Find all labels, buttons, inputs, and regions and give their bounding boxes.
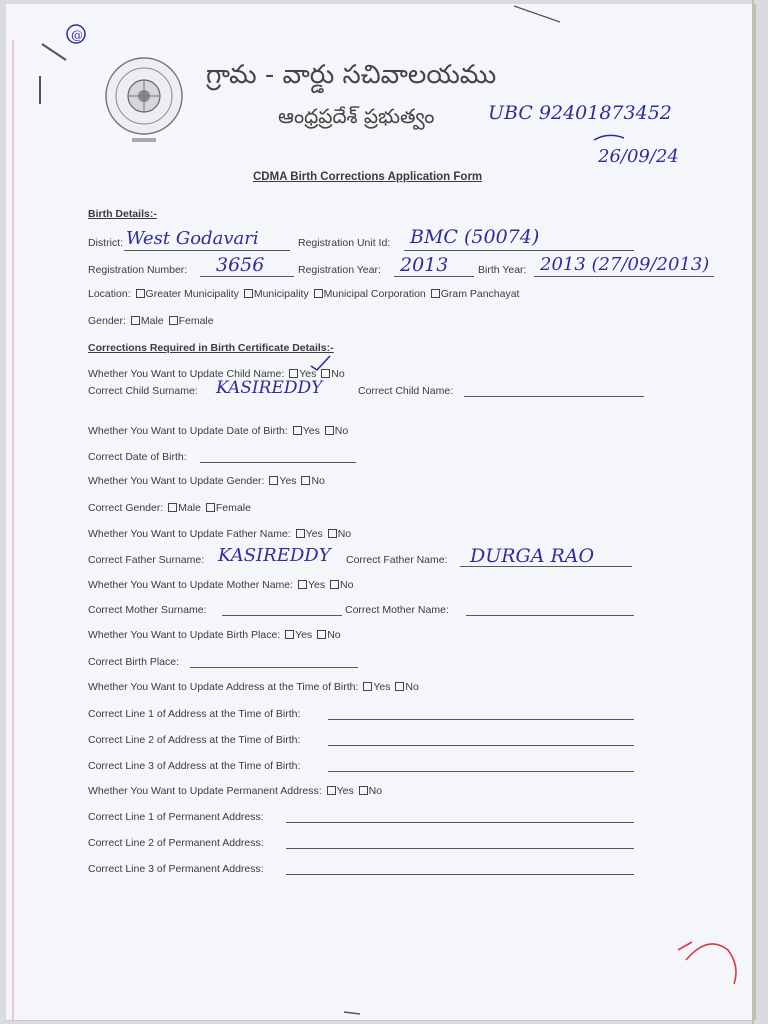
dob-field[interactable] <box>200 462 356 463</box>
birth-place-yes-checkbox[interactable] <box>285 630 294 639</box>
red-pen-mark-icon <box>668 930 748 994</box>
mother-no-checkbox[interactable] <box>330 580 339 589</box>
page-right-edge <box>752 0 754 1024</box>
father-surname-label: Correct Father Surname: <box>88 554 205 566</box>
gender-row: Gender: Male Female <box>88 315 214 327</box>
gender-update-no-checkbox[interactable] <box>301 476 310 485</box>
corrections-heading: Corrections Required in Birth Certificate Details:- <box>88 342 334 354</box>
mother-yes-checkbox[interactable] <box>298 580 307 589</box>
corner-scribble-icon <box>30 18 100 108</box>
birth-place-label: Correct Birth Place: <box>88 656 180 668</box>
gender-label: Gender: <box>88 315 126 327</box>
father-no-checkbox[interactable] <box>328 529 337 538</box>
child-surname-label: Correct Child Surname: <box>88 385 198 397</box>
location-municipal-corporation-checkbox[interactable] <box>314 289 323 298</box>
dob-no-checkbox[interactable] <box>325 426 334 435</box>
address-birth-no-checkbox[interactable] <box>395 682 404 691</box>
svg-text:@: @ <box>71 28 83 42</box>
registration-number-label: Registration Number: <box>88 264 188 276</box>
registration-year-label: Registration Year: <box>298 264 381 276</box>
question-permanent-address: Whether You Want to Update Permanent Address: Yes No <box>88 785 383 797</box>
telugu-title: గ్రామ - వార్డు సచివాలయము <box>206 60 497 90</box>
location-row: Location: Greater Municipality Municipality Municipal Corporation Gram Panchayat <box>88 288 520 300</box>
dob-label: Correct Date of Birth: <box>88 451 187 463</box>
location-municipality-checkbox[interactable] <box>244 289 253 298</box>
child-name-yes-checkbox[interactable] <box>289 369 298 378</box>
question-child-name: Whether You Want to Update Child Name: Yes No <box>88 368 345 380</box>
registration-unit-label: Registration Unit Id: <box>298 237 391 249</box>
mother-surname-field[interactable] <box>222 615 342 616</box>
bottom-mark-icon <box>340 1004 370 1018</box>
birth-details-heading: Birth Details:- <box>88 208 157 220</box>
child-surname-value[interactable]: KASIREDDY <box>216 378 323 398</box>
district-label: District: <box>88 237 123 249</box>
address-birth-line2-label: Correct Line 2 of Address at the Time of Birth: <box>88 734 301 746</box>
birth-place-no-checkbox[interactable] <box>317 630 326 639</box>
registration-unit-value[interactable]: BMC (50074) <box>410 226 540 248</box>
correct-gender-female-checkbox[interactable] <box>206 503 215 512</box>
address-birth-line1-label: Correct Line 1 of Address at the Time of Birth: <box>88 708 301 720</box>
question-mother-name: Whether You Want to Update Mother Name: Yes No <box>88 579 354 591</box>
mother-name-label: Correct Mother Name: <box>345 604 449 616</box>
permanent-line3-field[interactable] <box>286 874 634 875</box>
handwritten-reference: UBC 92401873452 <box>488 102 672 124</box>
permanent-line1-field[interactable] <box>286 822 634 823</box>
address-birth-line2-field[interactable] <box>328 745 634 746</box>
correct-gender-row: Correct Gender: Male Female <box>88 502 251 514</box>
dob-yes-checkbox[interactable] <box>293 426 302 435</box>
handwritten-date: 26/09/24 <box>598 146 679 167</box>
address-birth-yes-checkbox[interactable] <box>363 682 372 691</box>
mother-surname-label: Correct Mother Surname: <box>88 604 207 616</box>
location-label: Location: <box>88 288 131 300</box>
child-name-label: Correct Child Name: <box>358 385 454 397</box>
permanent-line2-label: Correct Line 2 of Permanent Address: <box>88 837 264 849</box>
telugu-subtitle: ఆంధ్రప్రదేశ్ ప్రభుత్వం <box>278 104 435 128</box>
district-value[interactable]: West Godavari <box>126 228 259 249</box>
location-gram-panchayat-checkbox[interactable] <box>431 289 440 298</box>
form-title: CDMA Birth Corrections Application Form <box>253 171 483 183</box>
correct-gender-male-checkbox[interactable] <box>168 503 177 512</box>
permanent-line2-field[interactable] <box>286 848 634 849</box>
father-name-value[interactable]: DURGA RAO <box>470 545 595 567</box>
gender-male-checkbox[interactable] <box>131 316 140 325</box>
birth-year-value[interactable]: 2013 (27/09/2013) <box>540 254 710 275</box>
registration-year-value[interactable]: 2013 <box>400 254 449 276</box>
birth-place-field[interactable] <box>190 667 358 668</box>
location-greater-municipality-checkbox[interactable] <box>136 289 145 298</box>
question-birth-place: Whether You Want to Update Birth Place: Yes No <box>88 629 341 641</box>
question-dob: Whether You Want to Update Date of Birth: Yes No <box>88 425 349 437</box>
top-scribble-icon <box>510 2 570 32</box>
government-seal-icon <box>104 56 184 146</box>
question-gender: Whether You Want to Update Gender: Yes No <box>88 475 325 487</box>
permanent-line3-label: Correct Line 3 of Permanent Address: <box>88 863 264 875</box>
father-surname-value[interactable]: KASIREDDY <box>218 545 331 566</box>
father-name-label: Correct Father Name: <box>346 554 448 566</box>
gender-update-yes-checkbox[interactable] <box>269 476 278 485</box>
birth-year-label: Birth Year: <box>478 264 527 276</box>
address-birth-line1-field[interactable] <box>328 719 634 720</box>
address-birth-line3-label: Correct Line 3 of Address at the Time of Birth: <box>88 760 301 772</box>
page-edge-mark <box>12 40 14 1020</box>
question-father-name: Whether You Want to Update Father Name: Yes No <box>88 528 352 540</box>
tick-mark-icon <box>308 352 334 372</box>
father-yes-checkbox[interactable] <box>296 529 305 538</box>
gender-female-checkbox[interactable] <box>169 316 178 325</box>
question-address-birth: Whether You Want to Update Address at the Time of Birth: Yes No <box>88 681 419 693</box>
child-name-field[interactable] <box>464 396 644 397</box>
permanent-line1-label: Correct Line 1 of Permanent Address: <box>88 811 264 823</box>
registration-number-value[interactable]: 3656 <box>216 254 265 276</box>
address-birth-line3-field[interactable] <box>328 771 634 772</box>
permanent-yes-checkbox[interactable] <box>327 786 336 795</box>
permanent-no-checkbox[interactable] <box>359 786 368 795</box>
mother-name-field[interactable] <box>466 615 634 616</box>
